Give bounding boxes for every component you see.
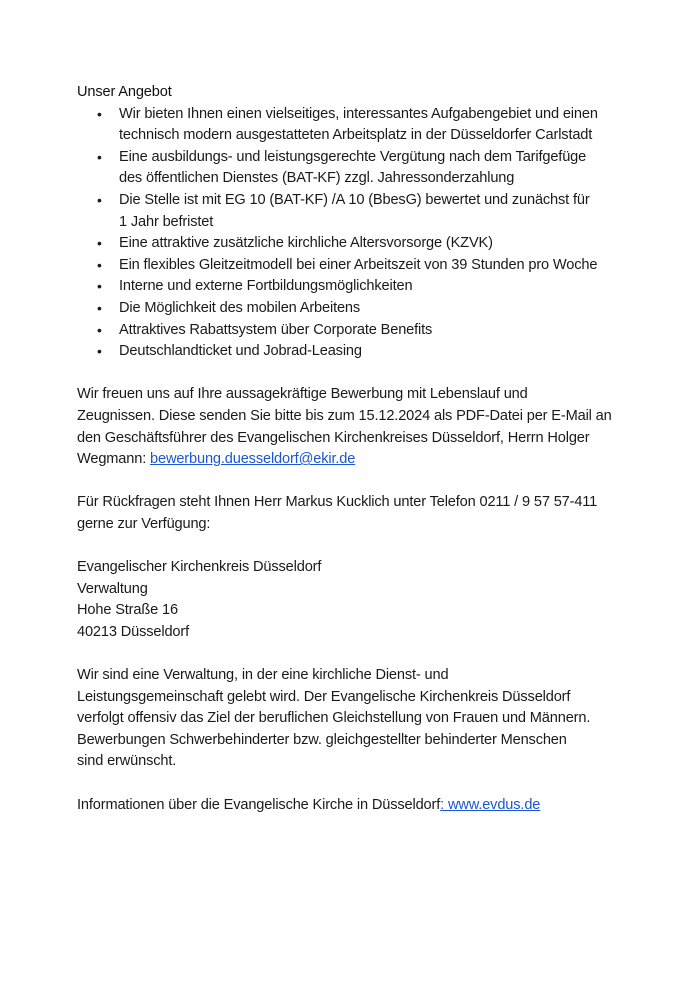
bullet-icon: • — [97, 343, 102, 360]
offer-text-line: Die Möglichkeit des mobilen Arbeitens — [119, 299, 361, 316]
offer-list — [77, 104, 637, 363]
job-offer-document — [77, 82, 637, 816]
bullet-icon: • — [97, 256, 102, 273]
address-block — [77, 557, 637, 643]
offer-text-line: Attraktives Rabattsystem über Corporate Benefits — [119, 321, 433, 338]
offer-item — [77, 255, 637, 277]
city: 40213 Düsseldorf — [77, 623, 189, 640]
info-prefix: Informationen über die Evangelische Kirche in Düsseldorf — [77, 796, 441, 813]
application-line: Zeugnissen. Diese senden Sie bitte bis zum 15.12.2024 als PDF-Datei per E-Mail an — [77, 407, 612, 424]
application-line: den Geschäftsführer des Evangelischen Kirchenkreises Düsseldorf, Herrn Holger — [77, 429, 590, 446]
about-line: Bewerbungen Schwerbehinderter bzw. gleichgestellter behinderter Menschen — [77, 731, 567, 748]
contact-line: Für Rückfragen steht Ihnen Herr Markus Kucklich unter Telefon 0211 / 9 57 57-411 — [77, 494, 598, 511]
application-paragraph — [77, 384, 637, 470]
offer-text-line: Eine attraktive zusätzliche kirchliche Altersvorsorge (KZVK) — [119, 235, 493, 252]
about-line: Wir sind eine Verwaltung, in der eine kirchliche Dienst- und — [77, 667, 449, 684]
bullet-icon: • — [97, 105, 102, 122]
offer-text-line: Eine ausbildungs- und leistungsgerechte Vergütung nach dem Tarifgefüge — [119, 148, 587, 165]
about-line: verfolgt offensiv das Ziel der beruflichen Gleichstellung von Frauen und Männern. — [77, 710, 591, 727]
offer-item — [77, 190, 637, 233]
info-paragraph — [77, 795, 637, 817]
offer-item — [77, 298, 637, 320]
website-link[interactable]: : www.evdus.de — [440, 796, 541, 813]
department: Verwaltung — [77, 580, 148, 597]
offer-text-line: des öffentlichen Dienstes (BAT-KF) zzgl. Jahressonderzahlung — [119, 170, 515, 187]
email-link[interactable]: bewerbung.duesseldorf@ekir.de — [150, 451, 356, 468]
contact-line: gerne zur Verfügung: — [77, 515, 211, 532]
offer-text-line: 1 Jahr befristet — [119, 213, 214, 230]
bullet-icon: • — [97, 235, 102, 252]
offer-text-line: Wir bieten Ihnen einen vielseitiges, interessantes Aufgabengebiet und einen — [119, 105, 598, 122]
application-last-prefix: Wegmann: — [77, 451, 151, 468]
section-heading: Unser Angebot — [77, 84, 172, 100]
offer-item — [77, 341, 637, 363]
bullet-icon: • — [97, 299, 102, 316]
offer-text-line: technisch modern ausgestatteten Arbeitsplatz in der Düsseldorfer Carlstadt — [119, 127, 593, 144]
offer-text-line: Deutschlandticket und Jobrad-Leasing — [119, 343, 362, 360]
contact-paragraph — [77, 492, 637, 535]
street: Hohe Straße 16 — [77, 602, 178, 619]
bullet-icon: • — [97, 278, 102, 295]
offer-item — [77, 147, 637, 190]
bullet-icon: • — [97, 148, 102, 165]
application-line: Wir freuen uns auf Ihre aussagekräftige Bewerbung mit Lebenslauf und — [77, 386, 528, 403]
offer-text-line: Interne und externe Fortbildungsmöglichkeiten — [119, 278, 413, 295]
bullet-icon: • — [97, 321, 102, 338]
about-paragraph — [77, 665, 637, 773]
offer-item — [77, 320, 637, 342]
organization-name: Evangelischer Kirchenkreis Düsseldorf — [77, 559, 322, 576]
application-line — [77, 449, 637, 471]
offer-item — [77, 276, 637, 298]
offer-text-line: Ein flexibles Gleitzeitmodell bei einer Arbeitszeit von 39 Stunden pro Woche — [119, 256, 598, 273]
about-line: sind erwünscht. — [77, 753, 177, 770]
bullet-icon: • — [97, 191, 102, 208]
about-line: Leistungsgemeinschaft gelebt wird. Der Evangelische Kirchenkreis Düsseldorf — [77, 688, 571, 705]
offer-text-line: Die Stelle ist mit EG 10 (BAT-KF) /A 10 (BbesG) bewertet und zunächst für — [119, 191, 590, 208]
offer-item — [77, 233, 637, 255]
offer-item — [77, 104, 637, 147]
